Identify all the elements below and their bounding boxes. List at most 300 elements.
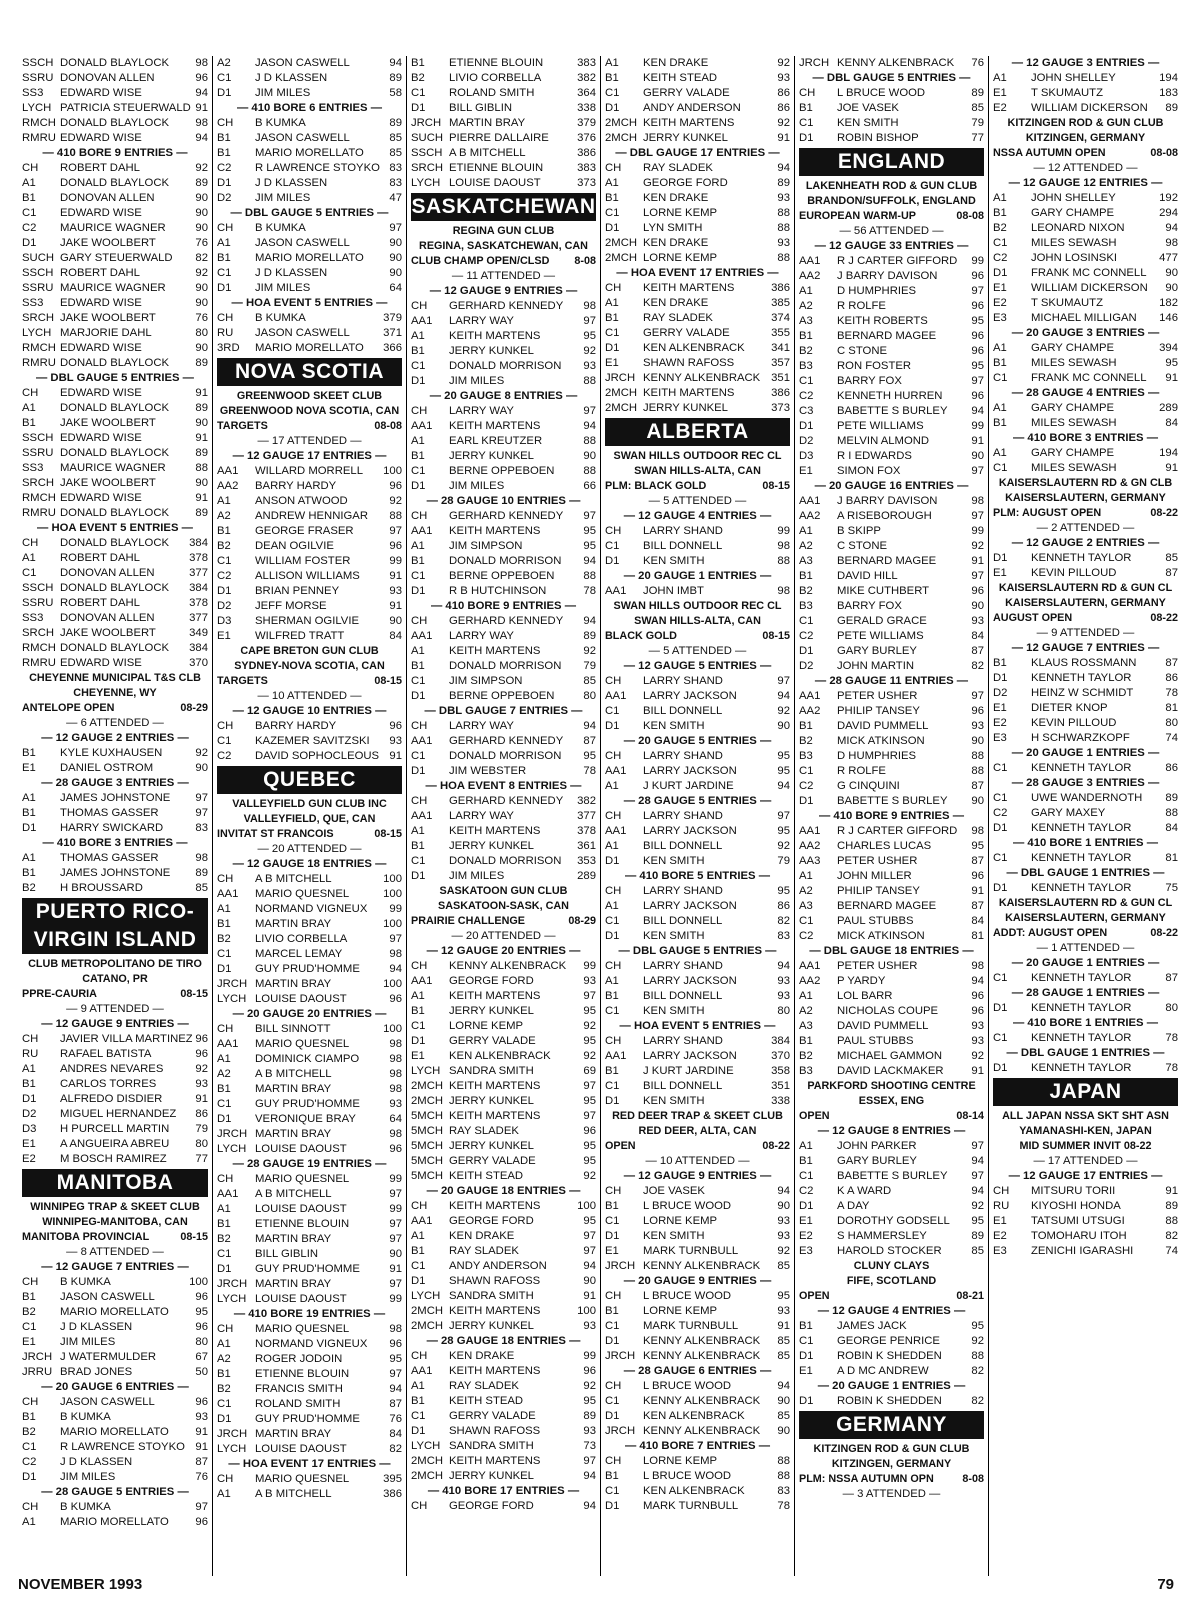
class-code: B1	[799, 330, 813, 342]
class-code: A3	[799, 1020, 813, 1032]
class-code: A2	[799, 1005, 813, 1017]
class-code: C1	[22, 1441, 37, 1453]
shooter-name: LEONARD NIXON	[1031, 222, 1125, 234]
class-code: A1	[411, 990, 425, 1002]
shooter-name: WILLIAM DICKERSON	[1031, 282, 1148, 294]
club-info: ESSEX, ENG	[858, 1095, 925, 1107]
shooter-name: BILL SINNOTT	[255, 1023, 331, 1035]
event-header: — 28 GAUGE 11 ENTRIES —	[814, 675, 969, 687]
shooter-name: JERRY KUNKEL	[449, 1095, 534, 1107]
event-header: — 410 BORE 7 ENTRIES —	[624, 1440, 771, 1452]
score: 85	[583, 675, 596, 687]
shooter-name: LOUISE DAOUST	[255, 1443, 347, 1455]
event-date: 8-08	[574, 255, 596, 267]
score: 88	[389, 510, 402, 522]
shooter-name: GERHARD KENNEDY	[449, 510, 564, 522]
event-name: ANTELOPE OPEN	[22, 702, 115, 714]
class-code: C1	[605, 327, 620, 339]
shooter-name: MAURICE WAGNER	[60, 222, 166, 234]
class-code: CH	[605, 885, 622, 897]
class-code: RMRU	[22, 657, 56, 669]
shooter-name: GERHARD KENNEDY	[449, 300, 564, 312]
club-info: WINNIPEG TRAP & SKEET CLUB	[30, 1201, 200, 1213]
class-code: A1	[217, 903, 231, 915]
event-header: — DBL GAUGE 1 ENTRIES —	[1006, 1047, 1165, 1059]
result-row	[605, 1229, 790, 1244]
score: 96	[195, 1396, 208, 1408]
score: 97	[583, 510, 596, 522]
result-row	[217, 524, 402, 539]
shooter-name: MARTIN BRAY	[449, 117, 526, 129]
result-row	[411, 1274, 596, 1289]
club-info: SWAN HILLS OUTDOOR REC CL	[613, 600, 782, 612]
result-row	[411, 1424, 596, 1439]
shooter-name: MARIO MORELLATO	[255, 342, 364, 354]
shooter-name: JIM MILES	[449, 480, 505, 492]
result-row	[217, 1217, 402, 1232]
score: 82	[971, 1395, 984, 1407]
shooter-name: JAKE WOOLBERT	[60, 417, 156, 429]
shooter-name: A DAY	[837, 1200, 870, 1212]
result-row	[605, 251, 790, 266]
score: 100	[383, 888, 402, 900]
shooter-name: KENNETH TAYLOR	[1031, 1032, 1132, 1044]
result-row	[411, 299, 596, 314]
result-row	[22, 1350, 208, 1365]
score: 90	[777, 1200, 790, 1212]
class-code: AA2	[799, 975, 821, 987]
attendance: — 10 ATTENDED —	[257, 690, 362, 702]
result-row	[411, 1169, 596, 1184]
result-row	[411, 1304, 596, 1319]
class-code: C2	[799, 630, 814, 642]
shooter-name: KEITH MARTENS	[643, 387, 735, 399]
shooter-name: LARRY JACKSON	[643, 900, 737, 912]
shooter-name: JIM MILES	[60, 1471, 116, 1483]
shooter-name: ANSON ATWOOD	[255, 495, 348, 507]
shooter-name: ROLAND SMITH	[255, 1398, 341, 1410]
result-row	[799, 344, 984, 359]
class-code: D1	[605, 1410, 620, 1422]
result-row	[799, 1199, 984, 1214]
score: 92	[971, 540, 984, 552]
result-row	[411, 1409, 596, 1424]
score: 91	[971, 555, 984, 567]
shooter-name: MELVIN ALMOND	[837, 435, 930, 447]
shooter-name: KEITH MARTENS	[449, 1080, 541, 1092]
event-date: 08-22	[1150, 927, 1178, 939]
shooter-name: MARTIN BRAY	[255, 1233, 332, 1245]
result-row	[22, 746, 208, 761]
shooter-name: MARIO QUESNEL	[255, 888, 350, 900]
result-row	[217, 1232, 402, 1247]
score: 94	[971, 1185, 984, 1197]
region-banner: QUEBEC	[217, 766, 402, 794]
event-header: — 20 GAUGE 5 ENTRIES —	[623, 735, 772, 747]
shooter-name: JOHN PARKER	[837, 1140, 917, 1152]
result-row	[605, 326, 790, 341]
score: 96	[389, 993, 402, 1005]
result-row	[22, 1275, 208, 1290]
class-code: AA1	[217, 888, 239, 900]
class-code: D1	[605, 342, 620, 354]
score: 85	[777, 1410, 790, 1422]
result-row	[217, 1367, 402, 1382]
class-code: C1	[799, 1335, 814, 1347]
class-code: AA1	[799, 495, 821, 507]
shooter-name: MARTIN BRAY	[255, 1083, 332, 1095]
class-code: B2	[411, 72, 425, 84]
event-name: INVITAT ST FRANCOIS	[217, 828, 334, 840]
score: 76	[195, 312, 208, 324]
event-name: CLUB CHAMP OPEN/CLSD	[411, 255, 550, 267]
class-code: D1	[605, 222, 620, 234]
shooter-name: KEITH MARTENS	[449, 1200, 541, 1212]
score: 96	[971, 705, 984, 717]
shooter-name: GEORGE FORD	[449, 1215, 534, 1227]
score: 96	[389, 1338, 402, 1350]
class-code: B1	[799, 1320, 813, 1332]
class-code: E1	[217, 630, 231, 642]
class-code: AA1	[411, 630, 433, 642]
shooter-name: B KUMKA	[255, 117, 306, 129]
score: 97	[777, 675, 790, 687]
shooter-name: LARRY WAY	[449, 315, 514, 327]
shooter-name: LARRY SHAND	[643, 960, 723, 972]
region-banner: ENGLAND	[799, 148, 984, 176]
score: 95	[583, 750, 596, 762]
shooter-name: A B MITCHELL	[255, 1068, 332, 1080]
event-header: — 20 GAUGE 1 ENTRIES —	[817, 1380, 966, 1392]
class-code: SS3	[22, 87, 44, 99]
event-header: — 410 BORE 3 ENTRIES —	[42, 837, 188, 849]
shooter-name: BILL DONNELL	[643, 1080, 723, 1092]
club-info: LAKENHEATH ROD & GUN CLUB	[805, 180, 978, 192]
result-row	[605, 386, 790, 401]
event-header: — 410 BORE 3 ENTRIES —	[1012, 432, 1159, 444]
club-info: GREENWOOD SKEET CLUB	[236, 390, 383, 402]
score: 96	[195, 1516, 208, 1528]
result-row	[22, 551, 208, 566]
shooter-name: GEORGE FORD	[449, 1500, 534, 1512]
score: 97	[583, 315, 596, 327]
event-name: ADDT: AUGUST OPEN	[993, 927, 1108, 939]
result-row	[22, 1440, 208, 1455]
class-code: C1	[411, 87, 426, 99]
attendance: — 5 ATTENDED —	[648, 495, 747, 507]
result-row	[799, 314, 984, 329]
shooter-name: MARCEL LEMAY	[255, 948, 343, 960]
score: 97	[583, 1230, 596, 1242]
class-code: B1	[22, 417, 36, 429]
result-row	[411, 329, 596, 344]
class-code: C2	[993, 252, 1008, 264]
result-row	[217, 1187, 402, 1202]
score: 96	[389, 480, 402, 492]
result-row	[22, 71, 208, 86]
result-row	[217, 1142, 402, 1157]
score: 89	[389, 117, 402, 129]
class-code: B2	[799, 345, 813, 357]
shooter-name: BILL DONNELL	[643, 840, 723, 852]
class-code: C1	[217, 735, 232, 747]
shooter-name: DANIEL OSTROM	[60, 762, 154, 774]
result-row	[605, 356, 790, 371]
result-row	[993, 566, 1178, 581]
class-code: AA1	[411, 1215, 433, 1227]
shooter-name: GARY STEUERWALD	[60, 252, 173, 264]
shooter-name: UWE WANDERNOTH	[1031, 792, 1143, 804]
class-code: LYCH	[22, 327, 52, 339]
score: 94	[195, 87, 208, 99]
shooter-name: KYLE KUXHAUSEN	[60, 747, 163, 759]
score: 349	[189, 627, 208, 639]
score: 91	[389, 1263, 402, 1275]
shooter-name: KEITH STEAD	[449, 1395, 524, 1407]
score: 93	[777, 1305, 790, 1317]
class-code: C1	[605, 1215, 620, 1227]
event-name: PPRE-CAURIA	[22, 988, 97, 1000]
event-header: — 20 GAUGE 16 ENTRIES —	[814, 480, 969, 492]
class-code: B1	[411, 1395, 425, 1407]
event-header: — 20 GAUGE 20 ENTRIES —	[232, 1008, 387, 1020]
score: 92	[971, 1200, 984, 1212]
class-code: CH	[605, 525, 622, 537]
result-row	[22, 56, 208, 71]
result-row	[217, 1397, 402, 1412]
class-code: CH	[217, 222, 234, 234]
result-row	[411, 1109, 596, 1124]
region-banner: GERMANY	[799, 1411, 984, 1439]
score: 383	[577, 162, 596, 174]
class-code: CH	[217, 720, 234, 732]
class-code: 2MCH	[605, 117, 638, 129]
score: 96	[195, 1048, 208, 1060]
score: 97	[389, 1278, 402, 1290]
shooter-name: DONALD BLAYLOCK	[60, 402, 170, 414]
result-row	[217, 1097, 402, 1112]
club-info: SASKATOON GUN CLUB	[439, 885, 568, 897]
score: 80	[195, 1336, 208, 1348]
attendance: — 8 ATTENDED —	[66, 1246, 164, 1258]
result-row	[993, 656, 1178, 671]
result-row	[411, 1364, 596, 1379]
score: 78	[777, 1500, 790, 1512]
class-code: E2	[22, 1153, 36, 1165]
class-code: B1	[605, 1305, 619, 1317]
shooter-name: JASON CASWELL	[255, 237, 350, 249]
score: 96	[971, 990, 984, 1002]
shoot-event	[993, 611, 1178, 626]
result-row	[411, 1019, 596, 1034]
score: 95	[583, 1215, 596, 1227]
class-code: JRCH	[605, 1425, 636, 1437]
score: 76	[195, 1471, 208, 1483]
shooter-name: R ROLFE	[837, 300, 886, 312]
score: 91	[971, 435, 984, 447]
score: 90	[195, 417, 208, 429]
result-row	[217, 962, 402, 977]
score: 99	[971, 420, 984, 432]
class-code: C2	[22, 222, 37, 234]
class-code: AA2	[217, 480, 239, 492]
result-row	[799, 629, 984, 644]
event-date: 08-15	[374, 828, 402, 840]
class-code: B1	[605, 1200, 619, 1212]
result-row	[411, 116, 596, 131]
score: 81	[971, 930, 984, 942]
result-row	[411, 1289, 596, 1304]
result-row	[22, 176, 208, 191]
shooter-name: MARIO QUESNEL	[255, 1173, 350, 1185]
result-row	[799, 299, 984, 314]
score: 88	[777, 1455, 790, 1467]
result-row	[605, 1454, 790, 1469]
class-code: B2	[217, 540, 231, 552]
class-code: AA3	[799, 855, 821, 867]
class-code: D2	[217, 600, 232, 612]
class-code: A2	[799, 540, 813, 552]
score: 69	[583, 1065, 596, 1077]
shooter-name: L BRUCE WOOD	[837, 87, 926, 99]
shooter-name: J KURT JARDINE	[643, 1065, 734, 1077]
club-info: VALLEYFIELD GUN CLUB INC	[232, 798, 387, 810]
score: 93	[971, 1020, 984, 1032]
score: 376	[577, 132, 596, 144]
shooter-name: DONOVAN ALLEN	[60, 72, 155, 84]
result-row	[993, 221, 1178, 236]
result-row	[605, 1094, 790, 1109]
shooter-name: MAURICE WAGNER	[60, 282, 166, 294]
class-code: CH	[605, 1380, 622, 1392]
result-row	[22, 1107, 208, 1122]
shooter-name: MARJORIE DAHL	[60, 327, 152, 339]
result-row	[993, 86, 1178, 101]
result-row	[605, 899, 790, 914]
class-code: CH	[993, 1185, 1010, 1197]
result-row	[411, 674, 596, 689]
class-code: B2	[22, 1426, 36, 1438]
shooter-name: JOHN SHELLEY	[1031, 72, 1116, 84]
shooter-name: J D KLASSEN	[255, 177, 328, 189]
club-info: REGINA GUN CLUB	[452, 225, 555, 237]
shooter-name: KAZEMER SAVITZSKI	[255, 735, 370, 747]
shooter-name: KEN DRAKE	[643, 237, 709, 249]
class-code: B3	[799, 600, 813, 612]
results-columns	[18, 56, 1182, 1576]
class-code: AA1	[799, 255, 821, 267]
club-info: BRANDON/SUFFOLK, ENGLAND	[807, 195, 976, 207]
result-row	[411, 314, 596, 329]
result-row	[217, 887, 402, 902]
shooter-name: KIYOSHI HONDA	[1031, 1200, 1121, 1212]
class-code: D1	[993, 267, 1008, 279]
shooter-name: KEN DRAKE	[643, 192, 709, 204]
shooter-name: KENNETH HURREN	[837, 390, 943, 402]
result-row	[411, 146, 596, 161]
shooter-name: JOE VASEK	[837, 102, 899, 114]
score: 97	[583, 1455, 596, 1467]
score: 87	[971, 780, 984, 792]
club-info: CLUNY CLAYS	[853, 1260, 930, 1272]
class-code: C1	[605, 1395, 620, 1407]
shooter-name: HEINZ W SCHMIDT	[1031, 687, 1134, 699]
shooter-name: ROBIN K SHEDDEN	[837, 1350, 942, 1362]
result-row	[993, 416, 1178, 431]
score: 93	[583, 975, 596, 987]
class-code: D1	[411, 1275, 426, 1287]
class-code: A1	[993, 402, 1007, 414]
class-code: SSCH	[22, 582, 54, 594]
score: 95	[971, 360, 984, 372]
class-code: 5MCH	[411, 1155, 444, 1167]
score: 98	[195, 57, 208, 69]
class-code: E1	[22, 762, 36, 774]
score: 90	[195, 207, 208, 219]
result-row	[22, 656, 208, 671]
score: 95	[777, 885, 790, 897]
result-row	[22, 866, 208, 881]
shooter-name: T SKUMAUTZ	[1031, 87, 1103, 99]
class-code: CH	[411, 510, 428, 522]
score: 95	[195, 1306, 208, 1318]
shooter-name: EDWARD WISE	[60, 432, 142, 444]
result-row	[605, 161, 790, 176]
class-code: SRCH	[22, 312, 55, 324]
shooter-name: GUY PRUD'HOMME	[255, 1263, 360, 1275]
shooter-name: LOUISE DAOUST	[449, 177, 541, 189]
result-row	[605, 884, 790, 899]
shooter-name: J D KLASSEN	[255, 72, 328, 84]
shoot-event	[22, 987, 208, 1002]
score: 89	[1165, 1200, 1178, 1212]
result-row	[993, 296, 1178, 311]
score: 96	[971, 330, 984, 342]
class-code: CH	[605, 282, 622, 294]
score: 97	[389, 525, 402, 537]
class-code: A1	[22, 402, 36, 414]
result-row	[217, 1352, 402, 1367]
result-row	[217, 554, 402, 569]
score: 97	[389, 222, 402, 234]
score: 194	[1159, 72, 1178, 84]
score: 83	[195, 822, 208, 834]
result-row	[22, 1077, 208, 1092]
result-row	[799, 1184, 984, 1199]
result-row	[799, 404, 984, 419]
class-code: D1	[605, 720, 620, 732]
class-code: E1	[799, 465, 813, 477]
shooter-name: MARIO MORELLATO	[60, 1306, 169, 1318]
result-row	[799, 959, 984, 974]
result-row	[799, 704, 984, 719]
shooter-name: MARTIN BRAY	[255, 918, 332, 930]
score: 100	[577, 1200, 596, 1212]
class-code: B1	[411, 345, 425, 357]
result-row	[411, 974, 596, 989]
shooter-name: GARY CHAMPE	[1031, 402, 1115, 414]
class-code: SRCH	[411, 162, 444, 174]
shooter-name: NORMAND VIGNEUX	[255, 1338, 368, 1350]
class-code: B1	[605, 72, 619, 84]
class-code: B2	[799, 585, 813, 597]
result-row	[993, 1244, 1178, 1259]
score: 91	[971, 1065, 984, 1077]
class-code: 2MCH	[411, 1305, 444, 1317]
class-code: RMCH	[22, 642, 56, 654]
shooter-name: CHARLES LUCAS	[837, 840, 932, 852]
class-code: B1	[411, 660, 425, 672]
